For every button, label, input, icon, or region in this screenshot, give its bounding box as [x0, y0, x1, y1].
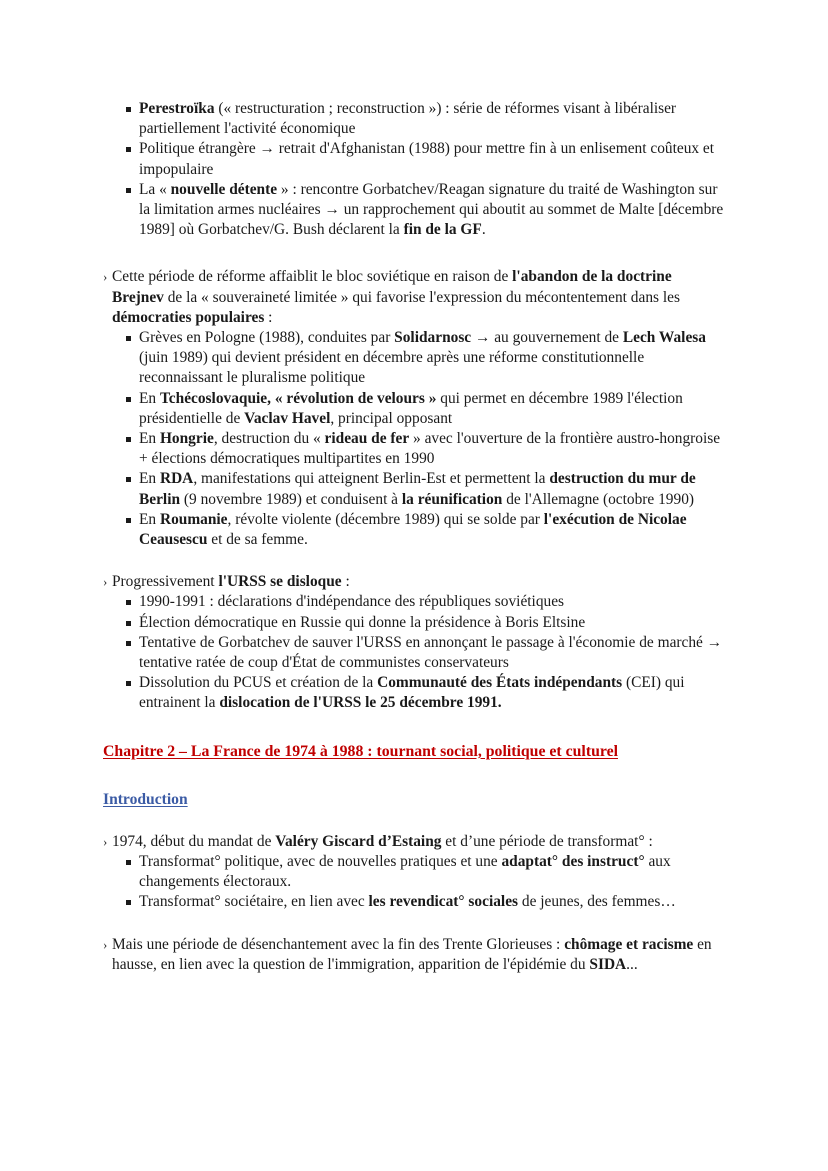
- list-item-text: Transformat° sociétaire, en lien avec les revendicat° sociales de jeunes, des femmes…: [139, 893, 676, 911]
- chevron-marker-icon: ›: [103, 269, 108, 285]
- square-bullet-icon: [126, 437, 131, 442]
- paragraph-text: Mais une période de désenchantement avec la fin des Trente Glorieuses : chômage et racisme en hausse, en lien avec la question de l'immigration, apparition de l'épidémie du SIDA...: [112, 935, 712, 973]
- square-bullet-icon: [126, 477, 131, 482]
- spacer: [103, 762, 727, 789]
- list-item-text: En Tchécoslovaquie, « révolution de velours » qui permet en décembre 1989 l'élection présidentielle de Vaclav Havel, principal opposant: [139, 389, 683, 427]
- list-item: [103, 429, 727, 469]
- square-bullet-icon: [126, 397, 131, 402]
- square-bullet-icon: [126, 188, 131, 193]
- list-item: [103, 99, 727, 139]
- chapter-heading: Chapitre 2 – La France de 1974 à 1988 : tournant social, politique et culturel: [103, 742, 618, 760]
- bullet-list-democraties-populaires: [103, 328, 727, 550]
- paragraph-mandat-giscard: [103, 832, 727, 852]
- square-bullet-icon: [126, 621, 131, 626]
- square-bullet-icon: [126, 107, 131, 112]
- list-item: [103, 592, 727, 612]
- chevron-marker-icon: ›: [103, 833, 108, 849]
- list-item-text: Perestroïka (« restructuration ; reconstruction ») : série de réformes visant à libéraliser partiellement l'activité économique: [139, 100, 677, 138]
- list-item-text: Politique étrangère → retrait d'Afghanistan (1988) pour mettre fin à un enlisement coûteux et impopulaire: [139, 140, 715, 178]
- square-bullet-icon: [126, 147, 131, 152]
- spacer: [103, 913, 727, 935]
- square-bullet-icon: [126, 681, 131, 686]
- bullet-list-dislocation-urss: [103, 592, 727, 713]
- list-item: [103, 892, 727, 912]
- list-item: [103, 613, 727, 633]
- list-item: [103, 389, 727, 429]
- chapter-heading-wrapper: [103, 741, 727, 762]
- square-bullet-icon: [126, 518, 131, 523]
- list-item: [103, 139, 727, 179]
- spacer: [103, 550, 727, 572]
- paragraph-text: Cette période de réforme affaiblit le bloc soviétique en raison de l'abandon de la doctrine Brejnev de la « souveraineté limitée » qui favorise l'expression du mécontentement dans les démocraties populaires :: [112, 268, 680, 326]
- list-item: [103, 510, 727, 550]
- list-item: [103, 328, 727, 389]
- list-item: [103, 180, 727, 241]
- list-item: [103, 469, 727, 509]
- list-item-text: Élection démocratique en Russie qui donne la présidence à Boris Eltsine: [139, 613, 586, 631]
- spacer: [103, 240, 727, 267]
- list-item-text: En Hongrie, destruction du « rideau de fer » avec l'ouverture de la frontière austro-hongroise + élections démocratiques multipartites en 1990: [139, 430, 721, 468]
- document-content: [103, 99, 727, 975]
- list-item-text: En RDA, manifestations qui atteignent Berlin-Est et permettent la destruction du mur de Berlin (9 novembre 1989) et conduisent à la réunification de l'Allemagne (octobre 1990): [139, 470, 696, 508]
- spacer: [103, 714, 727, 741]
- paragraph-text: Progressivement l'URSS se disloque :: [112, 573, 350, 591]
- list-item: [103, 852, 727, 892]
- list-item-text: En Roumanie, révolte violente (décembre 1989) qui se solde par l'exécution de Nicolae Ceausescu et de sa femme.: [139, 510, 687, 549]
- paragraph-abandon-doctrine-brejnev: [103, 267, 727, 328]
- sub-heading-wrapper: [103, 789, 727, 810]
- spacer: [103, 810, 727, 832]
- paragraph-urss-se-disloque: [103, 572, 727, 592]
- list-item: [103, 633, 727, 673]
- square-bullet-icon: [126, 336, 131, 341]
- bullet-list-perestroika: [103, 99, 727, 240]
- square-bullet-icon: [126, 641, 131, 646]
- square-bullet-icon: [126, 860, 131, 865]
- list-item-text: Transformat° politique, avec de nouvelles pratiques et une adaptat° des instruct° aux changements électoraux.: [139, 852, 671, 891]
- list-item-text: Dissolution du PCUS et création de la Communauté des États indépendants (CEI) qui entrainent la dislocation de l'URSS le 25 décembre 1991.: [139, 674, 685, 712]
- sub-heading-introduction: Introduction: [103, 790, 188, 808]
- paragraph-desenchantement: [103, 935, 727, 975]
- square-bullet-icon: [126, 600, 131, 605]
- chevron-marker-icon: ›: [103, 574, 108, 590]
- chevron-marker-icon: ›: [103, 936, 108, 952]
- list-item: [103, 673, 727, 713]
- list-item-text: Tentative de Gorbatchev de sauver l'URSS en annonçant le passage à l'économie de marché → tentative ratée de coup d'État de communistes conservateurs: [139, 633, 723, 672]
- list-item-text: 1990-1991 : déclarations d'indépendance des républiques soviétiques: [139, 593, 565, 611]
- paragraph-text: 1974, début du mandat de Valéry Giscard d’Estaing et d’une période de transformat° :: [112, 832, 653, 850]
- square-bullet-icon: [126, 900, 131, 905]
- list-item-text: La « nouvelle détente » : rencontre Gorbatchev/Reagan signature du traité de Washington sur la limitation armes nucléaires → un rapprochement qui aboutit au sommet de Malte [décembre 1989] où Gorbatchev/G. Bush déclarent la fin de la GF.: [139, 180, 724, 239]
- list-item-text: Grèves en Pologne (1988), conduites par Solidarnosc → au gouvernement de Lech Walesa (juin 1989) qui devient président en décembre après une réforme constitutionnelle reconnaissant le pluralisme politique: [139, 329, 706, 387]
- bullet-list-transformations: [103, 852, 727, 913]
